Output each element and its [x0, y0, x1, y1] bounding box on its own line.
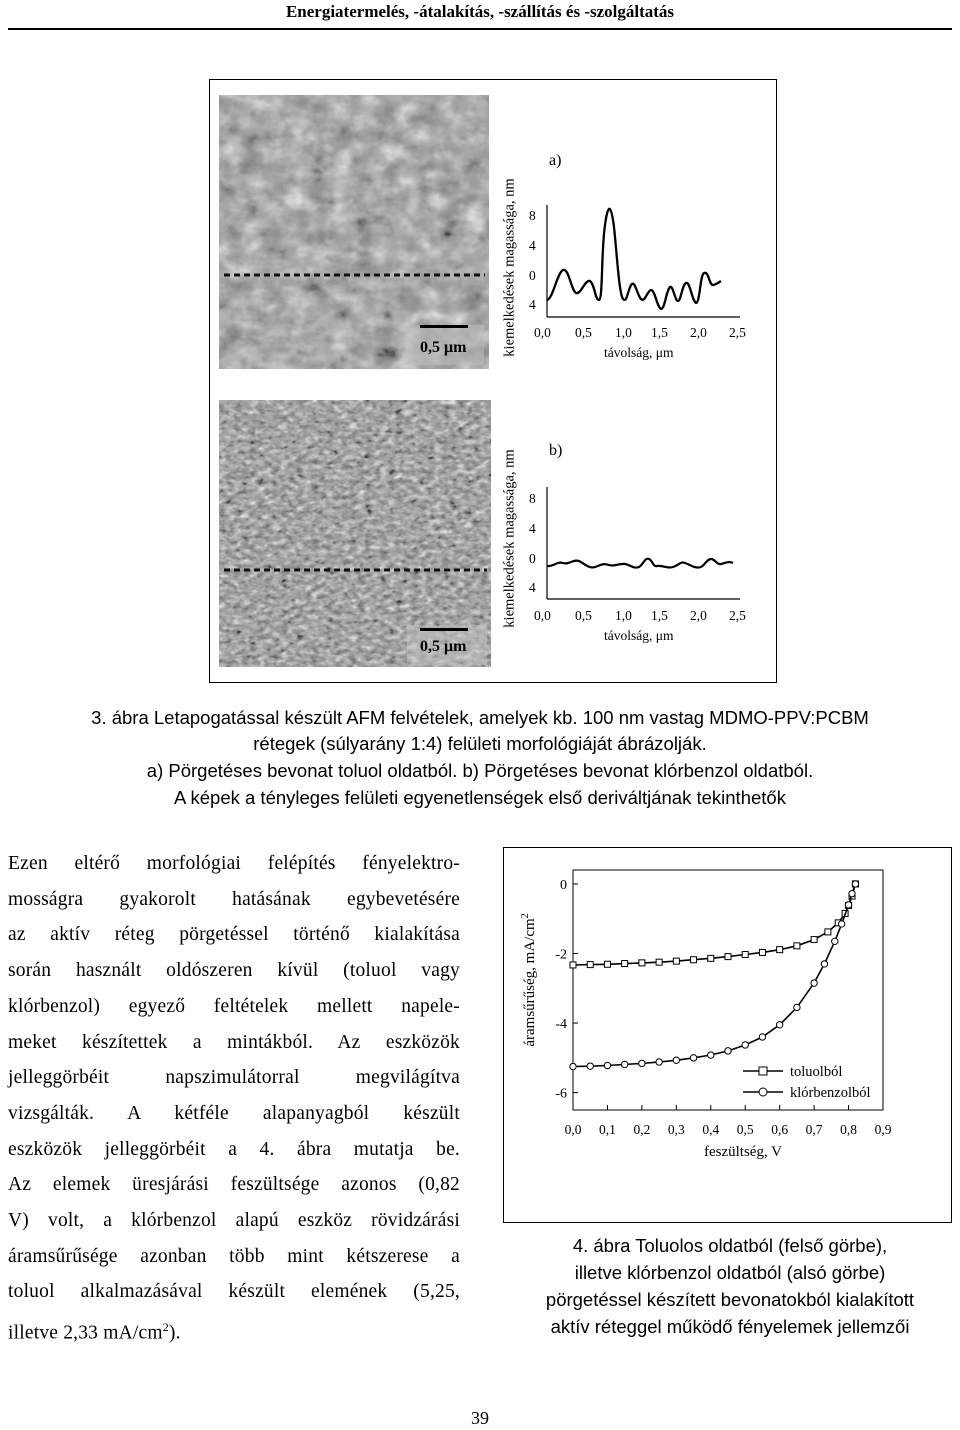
figure4-caption-line: pörgetéssel készített bevonatokból kialakított: [545, 1289, 915, 1310]
scale-label-a: 0,5 μm: [420, 339, 467, 356]
profile-b-xtick: 2,0: [690, 608, 707, 623]
afm-image-b: [219, 400, 491, 667]
afm-texture-b: [219, 400, 491, 667]
body-line: meket készítettek a mintákból. Az eszközök: [8, 1031, 460, 1053]
data-point: [587, 1063, 593, 1069]
data-point: [622, 961, 628, 967]
profile-b-xtick: 1,0: [615, 608, 632, 623]
series-line-2: [573, 884, 855, 1067]
profile-a-xtick: 1,0: [615, 325, 632, 340]
profile-a-curve: [547, 209, 721, 309]
data-point: [621, 1061, 627, 1067]
x-tick-label: 0,2: [633, 1122, 651, 1137]
body-line: során használt oldószeren kívül (toluol vagy: [8, 960, 460, 982]
y-tick-label: -2: [555, 947, 567, 963]
profile-a-ytick: 4: [529, 297, 536, 312]
y-axis-label: áramsűrűség, $mA/cm^2$: [520, 913, 538, 1047]
profile-a-xtick: 1,5: [651, 325, 668, 340]
body-line: áramsűrűsége azonban több mint kétszerese a: [8, 1245, 460, 1267]
data-point: [639, 960, 645, 966]
data-point: [690, 1055, 696, 1061]
data-point: [759, 949, 765, 955]
y-tick-label: -4: [555, 1017, 567, 1033]
figure4-caption-line: aktív réteggel működő fényelemek jellemzői: [550, 1316, 910, 1337]
legend-label: klórbenzolból: [790, 1085, 871, 1101]
data-point: [570, 962, 576, 968]
x-tick-label: 0,1: [599, 1122, 616, 1137]
x-tick-label: 0,4: [702, 1122, 720, 1137]
iv-chart: [504, 848, 949, 1220]
data-point: [821, 961, 827, 967]
body-line: Ezen eltérő morfológiai felépítés fényelektro-: [8, 853, 460, 874]
data-point: [604, 961, 610, 967]
data-point: [691, 957, 697, 963]
profile-a-plot: [545, 195, 745, 320]
data-point: [777, 947, 783, 953]
profile-b-label: b): [549, 442, 563, 459]
profile-b-ytick: 0: [529, 551, 536, 566]
data-point: [794, 1004, 800, 1010]
profile-b-ytick: 4: [529, 580, 536, 595]
body-line: az aktív réteg pörgetéssel történő kialakítása: [8, 924, 460, 946]
data-point: [852, 881, 858, 887]
profile-a-ytick: 0: [529, 268, 536, 283]
series-line-1: [573, 884, 855, 965]
figure4-caption-line: illetve klórbenzol oldatból (alsó görbe): [574, 1262, 886, 1283]
profile-a-xlabel: távolság, μm: [604, 345, 674, 360]
y-tick-label: -6: [555, 1086, 567, 1102]
profile-b-xtick: 0,5: [575, 608, 592, 623]
page-number: 39: [471, 1408, 489, 1428]
data-point: [845, 902, 851, 908]
x-tick-label: 0,0: [564, 1122, 582, 1137]
data-point: [811, 980, 817, 986]
x-tick-label: 0,6: [771, 1122, 789, 1137]
profile-a-ylabel: kiemelkedések magassága, nm: [501, 178, 518, 357]
header-rule: [8, 28, 952, 30]
data-point: [811, 937, 817, 943]
profile-b-ytick: 4: [529, 521, 536, 536]
body-paragraph: [8, 846, 460, 1351]
body-line: Az elemek üresjárási feszültsége azonos (0,82: [8, 1174, 460, 1196]
profile-b-xtick: 1,5: [651, 608, 668, 623]
profile-a-xtick: 2,0: [690, 325, 707, 340]
body-line: eszközök jelleggörbéit a 4. ábra mutatja be.: [8, 1138, 460, 1160]
x-tick-label: 0,9: [874, 1122, 892, 1137]
profile-b-xtick: 0,0: [534, 608, 551, 623]
scale-label-b: 0,5 μm: [420, 638, 467, 655]
body-line: illetve 2,33 $mA/cm^2$).: [8, 1320, 181, 1344]
x-tick-label: 0,5: [736, 1122, 754, 1137]
x-axis-label: feszültség, V: [703, 1144, 783, 1160]
figure3-caption-line: rétegek (súlyarány 1:4) felületi morfológiáját ábrázolják.: [253, 733, 707, 754]
x-tick-label: 0,3: [667, 1122, 685, 1137]
data-point: [639, 1060, 645, 1066]
y-tick-label: 0: [560, 877, 567, 893]
profile-b-ylabel: kiemelkedések magassága, nm: [501, 449, 518, 628]
profile-a-ytick: 4: [529, 238, 536, 253]
scale-bar-a: [420, 325, 468, 328]
profile-b-xlabel: távolság, μm: [604, 628, 674, 643]
data-point: [725, 954, 731, 960]
data-point: [849, 890, 855, 896]
data-point: [776, 1022, 782, 1028]
data-point: [587, 962, 593, 968]
data-point: [570, 1063, 576, 1069]
profile-b-ytick: 8: [529, 491, 536, 506]
figure3-caption-line: a) Pörgetéses bevonat toluol oldatból. b) Pörgetéses bevonat klórbenzol oldatból.: [146, 760, 814, 781]
data-point: [838, 921, 844, 927]
running-header: Energiatermelés, -átalakítás, -szállítás és -szolgáltatás: [285, 2, 675, 21]
body-line: toluol alkalmazásával készült elemének (5,25,: [8, 1281, 460, 1303]
profile-a-xtick: 0,5: [575, 325, 592, 340]
profile-b-curve: [547, 559, 733, 568]
profile-b-xtick: 2,5: [729, 608, 746, 623]
legend-marker: [759, 1067, 767, 1075]
data-point: [604, 1062, 610, 1068]
data-point: [708, 1052, 714, 1058]
x-tick-label: 0,7: [805, 1122, 823, 1137]
data-point: [673, 1057, 679, 1063]
profile-a-label: a): [549, 152, 562, 169]
data-point: [742, 1042, 748, 1048]
data-point: [708, 955, 714, 961]
body-line: V) volt, a klórbenzol alapú eszköz rövidzárási: [8, 1210, 460, 1232]
profile-a-xtick: 0,0: [534, 325, 551, 340]
body-line: vizsgálták. A kétféle alapanyagból készült: [8, 1102, 460, 1124]
scale-bar-b: [420, 628, 468, 631]
body-line: klórbenzol) egyező feltételek mellett napele-: [8, 995, 460, 1017]
profile-a-xtick: 2,5: [729, 325, 746, 340]
body-line: jelleggörbéit napszimulátorral megvilágítva: [8, 1067, 460, 1089]
data-point: [725, 1048, 731, 1054]
legend-marker: [759, 1088, 767, 1096]
x-tick-label: 0,8: [840, 1122, 857, 1137]
figure4-caption-line: 4. ábra Toluolos oldatból (felső görbe),: [572, 1235, 888, 1256]
data-point: [825, 929, 831, 935]
data-point: [673, 958, 679, 964]
data-point: [656, 1059, 662, 1065]
data-point: [759, 1034, 765, 1040]
legend-label: toluolból: [790, 1064, 843, 1080]
figure3-caption-line: A képek a tényleges felületi egyenetlenségek első deriváltjának tekinthetők: [174, 787, 786, 808]
data-point: [794, 943, 800, 949]
profile-a-ytick: 8: [529, 208, 536, 223]
data-point: [742, 952, 748, 958]
data-point: [656, 959, 662, 965]
profile-b-plot: [545, 477, 745, 602]
figure3-caption-line: 3. ábra Letapogatással készült AFM felvételek, amelyek kb. 100 nm vastag MDMO-PPV:PCBM: [91, 707, 869, 728]
body-line: mosságra gyakorolt hatásának egybevetésére: [8, 888, 460, 910]
data-point: [832, 938, 838, 944]
